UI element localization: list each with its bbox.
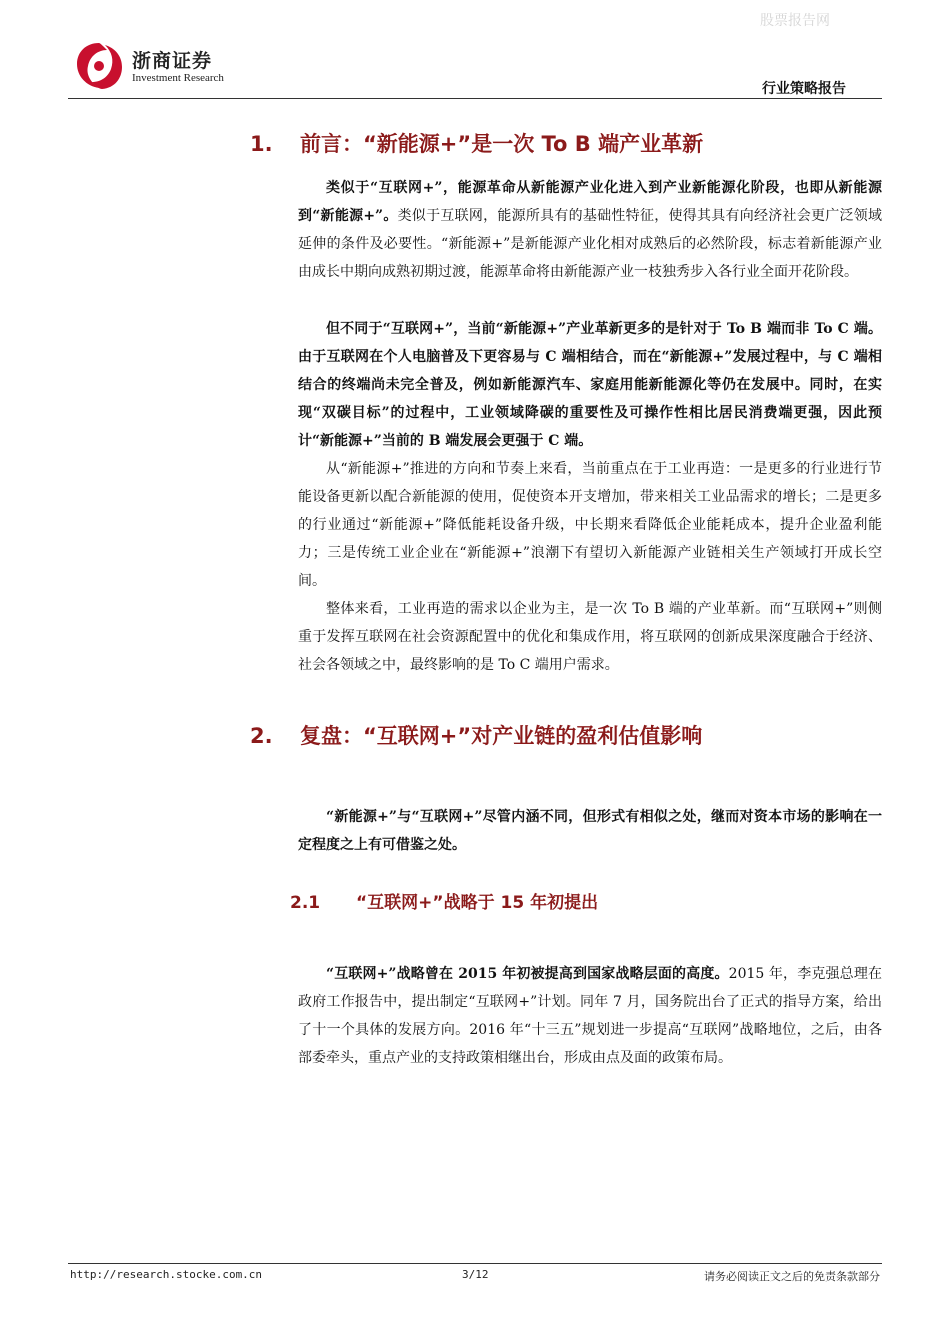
- company-logo: [72, 40, 272, 94]
- section-1-paragraph-1: [298, 174, 882, 286]
- section-1-paragraph-4: 整体来看，工业再造的需求以企业为主，是一次 To B 端的产业革新。而“互联网+”则侧重于发挥互联网在社会资源配置中的优化和集成作用，将互联网的创新成果深度融合于经济、社会各领域之中，最终影响的是 To C 端用户需求。: [298, 601, 882, 673]
- section-2-1-paragraph-1-body: 2015 年，李克强总理在政府工作报告中，提出制定“互联网+”计划。同年 7 月，国务院出台了正式的指导方案，给出了十一个具体的发展方向。2016 年“十三五”规划进一步提高“互联网”战略地位，之后，由各部委牵头，重点产业的支持政策相继出台，形成由点及面的政策布局。: [298, 966, 882, 1066]
- report-type-label: 行业策略报告: [762, 81, 846, 97]
- footer-url-link[interactable]: http://research.stocke.com.cn: [70, 1268, 263, 1281]
- section-1-paragraph-3: 从“新能源+”推进的方向和节奏上来看，当前重点在于工业再造：一是更多的行业进行节能设备更新以配合新能源的使用，促使资本开支增加，带来相关工业品需求的增长；二是更多的行业通过“新能源+”降低能耗设备升级，中长期来看降低企业能耗成本，提升企业盈利能力；三是传统工业企业在“新能源+”浪潮下有望切入新能源产业链相关生产领域打开成长空间。: [298, 461, 882, 589]
- section-2-1-paragraph-1-lead: “互联网+”战略曾在 2015 年初被提高到国家战略层面的高度。: [326, 966, 729, 982]
- logo-chinese-name: 浙商证券: [132, 50, 213, 72]
- footer-disclaimer: 请务必阅读正文之后的免责条款部分: [704, 1270, 880, 1283]
- watermark-text: 股票报告网: [760, 13, 830, 29]
- header-divider: [68, 98, 882, 99]
- zheshang-logo-icon: [72, 40, 126, 92]
- page-number: 3/12: [462, 1268, 489, 1281]
- section-1-paragraph-1-lead: 类似于“互联网+”，能源革命从新能源产业化进入到产业新能源化阶段，也即从新能源到“新能源+”。: [298, 180, 882, 224]
- section-2-1-title: “互联网+”战略于 15 年初提出: [356, 893, 599, 913]
- section-1-title: 前言：“新能源+”是一次 To B 端产业革新: [300, 132, 704, 156]
- section-1-paragraph-2: 但不同于“互联网+”，当前“新能源+”产业革新更多的是针对于 To B 端而非 To C 端。由于互联网在个人电脑普及下更容易与 C 端相结合，而在“新能源+”发展过程中，与 C 端相结合的终端尚未完全普及，例如新能源汽车、家庭用能新能源化等仍在发展中。同时，在实现“双碳目标”的过程中，工业领域降碳的重要性及可操作性相比居民消费端更强，因此预计“新能源+”当前的 B 端发展会更强于 C 端。: [298, 321, 882, 449]
- footer-divider: [68, 1263, 882, 1264]
- section-1-number: 1.: [250, 132, 273, 156]
- logo-english-name: Investment Research: [132, 72, 224, 84]
- section-2-1-heading: [290, 888, 598, 913]
- section-2-title: 复盘：“互联网+”对产业链的盈利估值影响: [300, 724, 703, 748]
- section-1-paragraph-1-body: 类似于互联网，能源所具有的基础性特征，使得其具有向经济社会更广泛领域延伸的条件及必要性。“新能源+”是新能源产业化相对成熟后的必然阶段，标志着新能源产业由成长中期向成熟初期过渡，能源革命将由新能源产业一枝独秀步入各行业全面开花阶段。: [298, 208, 883, 280]
- section-2-1-number: 2.1: [290, 893, 321, 913]
- section-2-number: 2.: [250, 724, 273, 748]
- section-2-heading: [250, 720, 702, 750]
- section-1-heading: [250, 128, 703, 158]
- section-2-paragraph-1: “新能源+”与“互联网+”尽管内涵不同，但形式有相似之处，继而对资本市场的影响在一定程度之上有可借鉴之处。: [298, 809, 882, 853]
- section-2-1-paragraph-1: [298, 960, 882, 1072]
